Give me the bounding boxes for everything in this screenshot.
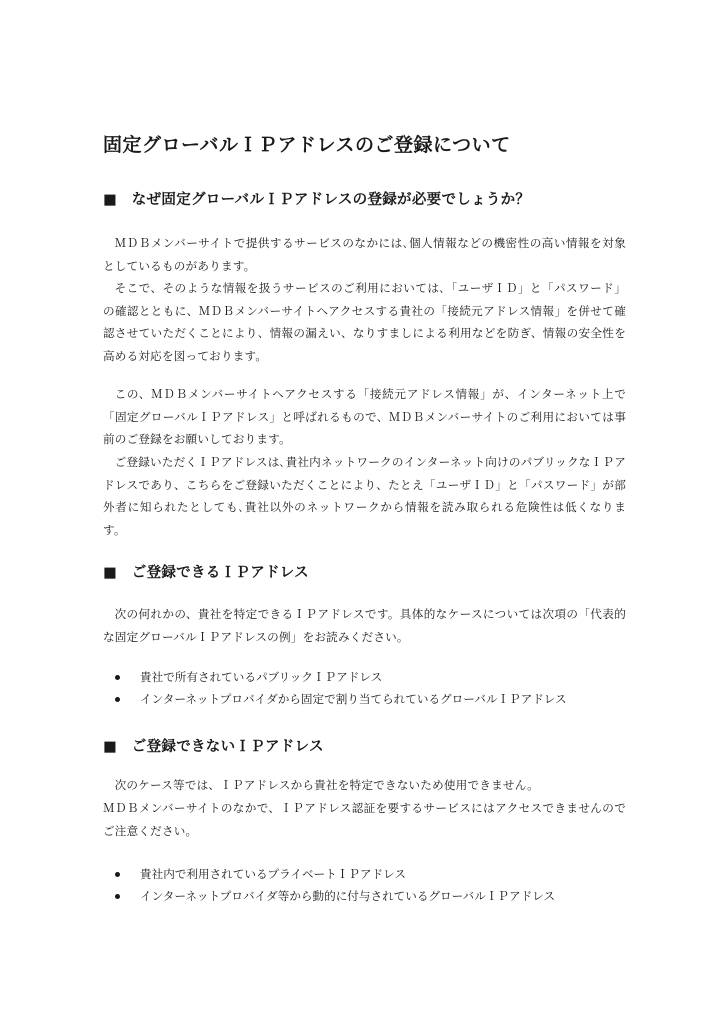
bullet-list-registrable [103,666,643,710]
list-item: インターネットプロバイダから固定で割り当てられているグローバルＩＰアドレス [103,688,643,710]
bullet-list-not-registrable [103,863,643,907]
paragraph: ＭＤＢメンバーサイトのなかで、ＩＰアドレス認証を要するサービスにはアクセスできませんのでご注意ください。 [103,801,626,838]
paragraph: そこで、そのような情報を扱うサービスのご利用においては､「ユーザＩＤ」と「パスワード」の確認とともに、ＭＤＢメンバーサイトへアクセスする貴社の「接続元アドレス情報」を併せて確認させていただくことにより、情報の漏えい、なりすましによる利用などを防ぎ、情報の安全性を高める対応を図っております。 [103,281,626,363]
bullet-icon [115,894,120,899]
paragraph: この、ＭＤＢメンバーサイトへアクセスする「接続元アドレス情報」が、インターネット上で「固定グローバルＩＰアドレス」と呼ばれるもので、ＭＤＢメンバーサイトのご利用においては事前のご登録をお願いしております。 [103,387,626,446]
bullet-icon [115,675,120,680]
paragraph: ご登録いただくＩＰアドレスは､貴社内ネットワークのインターネット向けのパブリックなＩＰアドレスであり、こちらをご登録いただくことにより、たとえ「ユーザＩＤ」と「パスワード」が部外者に知られたとしても､貴社以外のネットワークから情報を読み取られる危険性は低くなります。 [103,455,626,537]
paragraph: ＭＤＢメンバーサイトで提供するサービスのなかには､個人情報などの機密性の高い情報を対象としているものがあります。 [103,236,626,273]
paragraph: 次のケース等では、ＩＰアドレスから貴社を特定できないため使用できません。 [114,778,539,792]
section-heading-why-register: ■ なぜ固定グローバルＩＰアドレスの登録が必要でしょうか？ [103,192,531,208]
page-title: 固定グローバルＩＰアドレスのご登録について [103,134,511,156]
section-heading-registrable: ■ ご登録できるＩＰアドレス [103,565,309,581]
paragraph: 次の何れかの、貴社を特定できるＩＰアドレスです。具体的なケースについては次項の「代表的な固定グローバルＩＰアドレスの例」をお読みください。 [103,607,626,644]
bullet-icon [115,872,120,877]
bullet-icon [115,697,120,702]
section-heading-not-registrable: ■ ご登録できないＩＰアドレス [103,739,324,755]
list-item: 貴社で所有されているパブリックＩＰアドレス [103,666,643,688]
list-item: インターネットプロバイダ等から動的に付与されているグローバルＩＰアドレス [103,885,643,907]
list-item: 貴社内で利用されているプライベートＩＰアドレス [103,863,643,885]
